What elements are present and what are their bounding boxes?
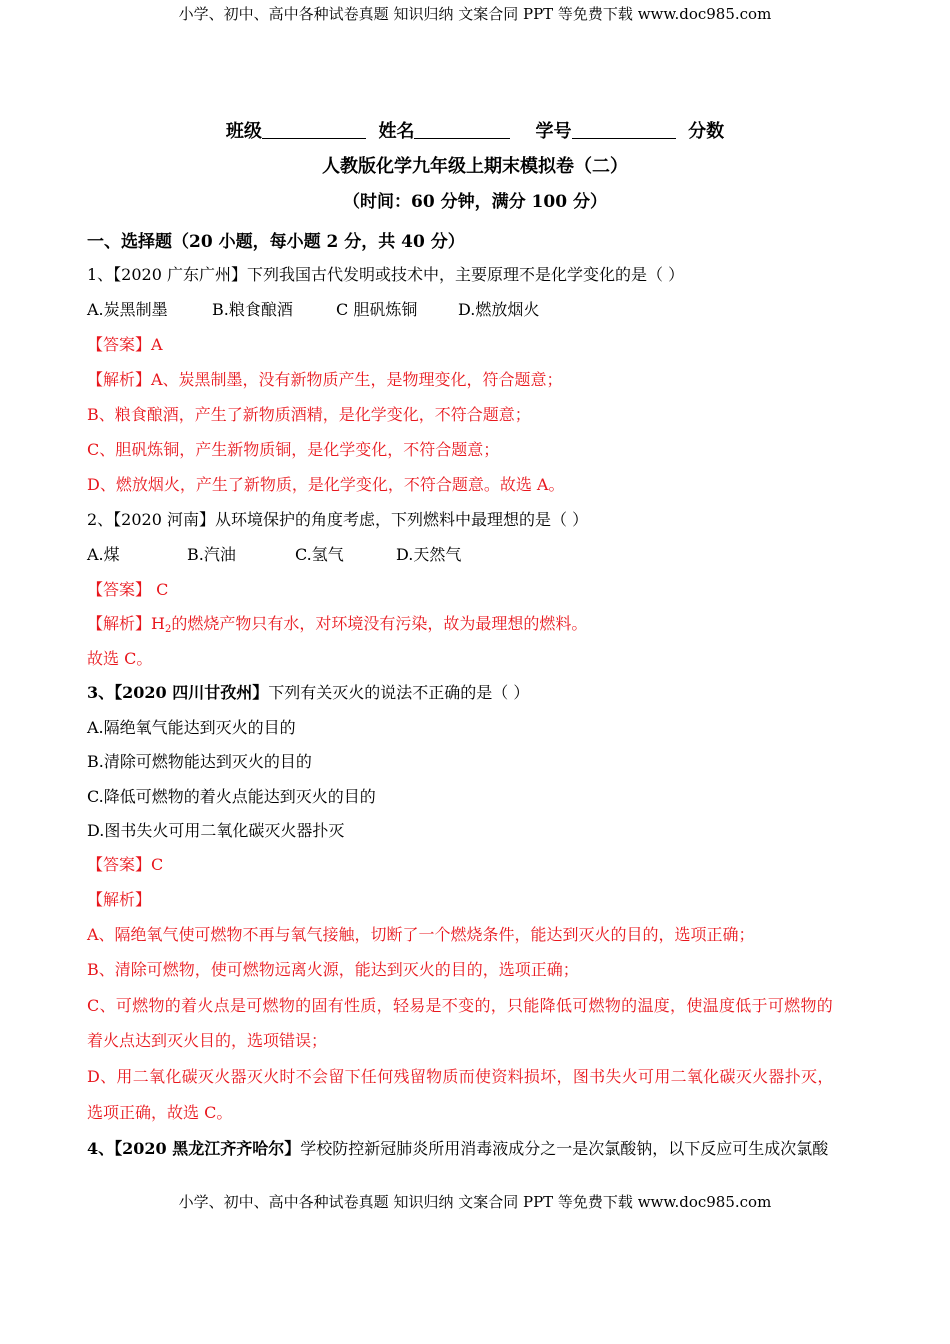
question-4-stem (87, 1136, 828, 1159)
q1-analysis-line: 【解析】A、炭黑制墨，没有新物质产生，是物理变化，符合题意； (87, 370, 563, 389)
q4-stem-text: 学校防控新冠肺炎所用消毒液成分之一是次氯酸钠，以下反应可生成次氯酸 (300, 1139, 829, 1158)
student-info-row (0, 117, 950, 143)
class-blank[interactable] (262, 122, 366, 139)
q1-option-b[interactable]: B.粮食酿酒 (212, 300, 293, 319)
q1-option-a[interactable]: A.炭黑制墨 (87, 300, 168, 319)
q3-answer: 【答案】C (87, 855, 164, 874)
id-label: 学号 (535, 121, 572, 142)
q2-option-b[interactable]: B.汽油 (187, 545, 236, 564)
q3-analysis-line: 着火点达到灭火目的，选项错误； (87, 1031, 328, 1050)
q1-analysis-line: B、粮食酿酒，产生了新物质酒精，是化学变化，不符合题意； (87, 405, 531, 424)
q2-analysis-subscript: 2 (164, 624, 172, 635)
q3-analysis-line: C、可燃物的着火点是可燃物的固有性质，轻易是不变的，只能降低可燃物的温度，使温度低于可燃物的 (87, 996, 834, 1015)
q3-analysis-line: A、隔绝氧气使可燃物不再与氧气接触，切断了一个燃烧条件，能达到灭火的目的，选项正确； (87, 925, 755, 944)
q3-analysis-line: B、清除可燃物，使可燃物远离火源，能达到灭火的目的，选项正确； (87, 960, 579, 979)
q2-option-a[interactable]: A.煤 (87, 545, 120, 564)
q4-source: 4、【2020 黑龙江齐齐哈尔】 (87, 1139, 301, 1158)
q2-conclusion: 故选 C。 (87, 649, 153, 668)
score-label: 分数 (688, 121, 725, 142)
q1-answer: 【答案】A (87, 335, 163, 354)
question-3-stem (87, 680, 529, 703)
q2-answer: 【答案】 C (87, 580, 169, 599)
q3-analysis-line: D、用二氧化碳灭火器灭火时不会留下任何残留物质而使资料损坏，图书失火可用二氧化碳灭火器扑灭， (87, 1067, 834, 1086)
q3-option-b[interactable]: B.清除可燃物能达到灭火的目的 (87, 752, 312, 771)
q2-option-d[interactable]: D.天然气 (396, 545, 462, 564)
q3-option-a[interactable]: A.隔绝氧气能达到灭火的目的 (87, 718, 296, 737)
exam-subtitle: （时间：60 分钟，满分 100 分） (343, 192, 607, 212)
q3-analysis-title: 【解析】 (87, 890, 152, 909)
exam-title: 人教版化学九年级上期末模拟卷（二） (322, 156, 628, 177)
name-label: 姓名 (378, 121, 415, 142)
q2-option-c[interactable]: C.氢气 (295, 545, 344, 564)
q1-option-d[interactable]: D.燃放烟火 (458, 300, 540, 319)
id-blank[interactable] (572, 122, 676, 139)
q2-analysis (87, 611, 587, 635)
q3-stem-text: 下列有关灭火的说法不正确的是（ ） (268, 683, 530, 702)
q1-option-c[interactable]: C 胆矾炼铜 (336, 300, 418, 319)
page-header: 小学、初中、高中各种试卷真题 知识归纳 文案合同 PPT 等免费下载 www.doc985.com (178, 5, 772, 23)
q1-analysis-line: D、燃放烟火，产生了新物质，是化学变化，不符合题意。故选 A。 (87, 475, 565, 494)
section-heading: 一、选择题（20 小题，每小题 2 分，共 40 分） (87, 232, 465, 252)
q3-option-c[interactable]: C.降低可燃物的着火点能达到灭火的目的 (87, 787, 376, 806)
q2-analysis-prefix: 【解析】H (87, 614, 165, 633)
q3-analysis-line: 选项正确，故选 C。 (87, 1103, 233, 1122)
class-label: 班级 (225, 121, 262, 142)
question-1-options (87, 297, 539, 320)
q3-source: 3、【2020 四川甘孜州】 (87, 683, 269, 702)
name-blank[interactable] (414, 122, 510, 139)
q2-analysis-text: 的燃烧产物只有水，对环境没有污染，故为最理想的燃料。 (171, 614, 588, 633)
page-footer: 小学、初中、高中各种试卷真题 知识归纳 文案合同 PPT 等免费下载 www.doc985.com (178, 1193, 772, 1211)
q3-option-d[interactable]: D.图书失火可用二氧化碳灭火器扑灭 (87, 821, 345, 840)
question-1-stem: 1、【2020 广东广州】下列我国古代发明或技术中，主要原理不是化学变化的是（ ） (87, 265, 685, 284)
question-2-stem: 2、【2020 河南】从环境保护的角度考虑，下列燃料中最理想的是（ ） (87, 510, 589, 529)
question-2-options (87, 542, 461, 565)
q1-analysis-line: C、胆矾炼铜，产生新物质铜，是化学变化，不符合题意； (87, 440, 500, 459)
